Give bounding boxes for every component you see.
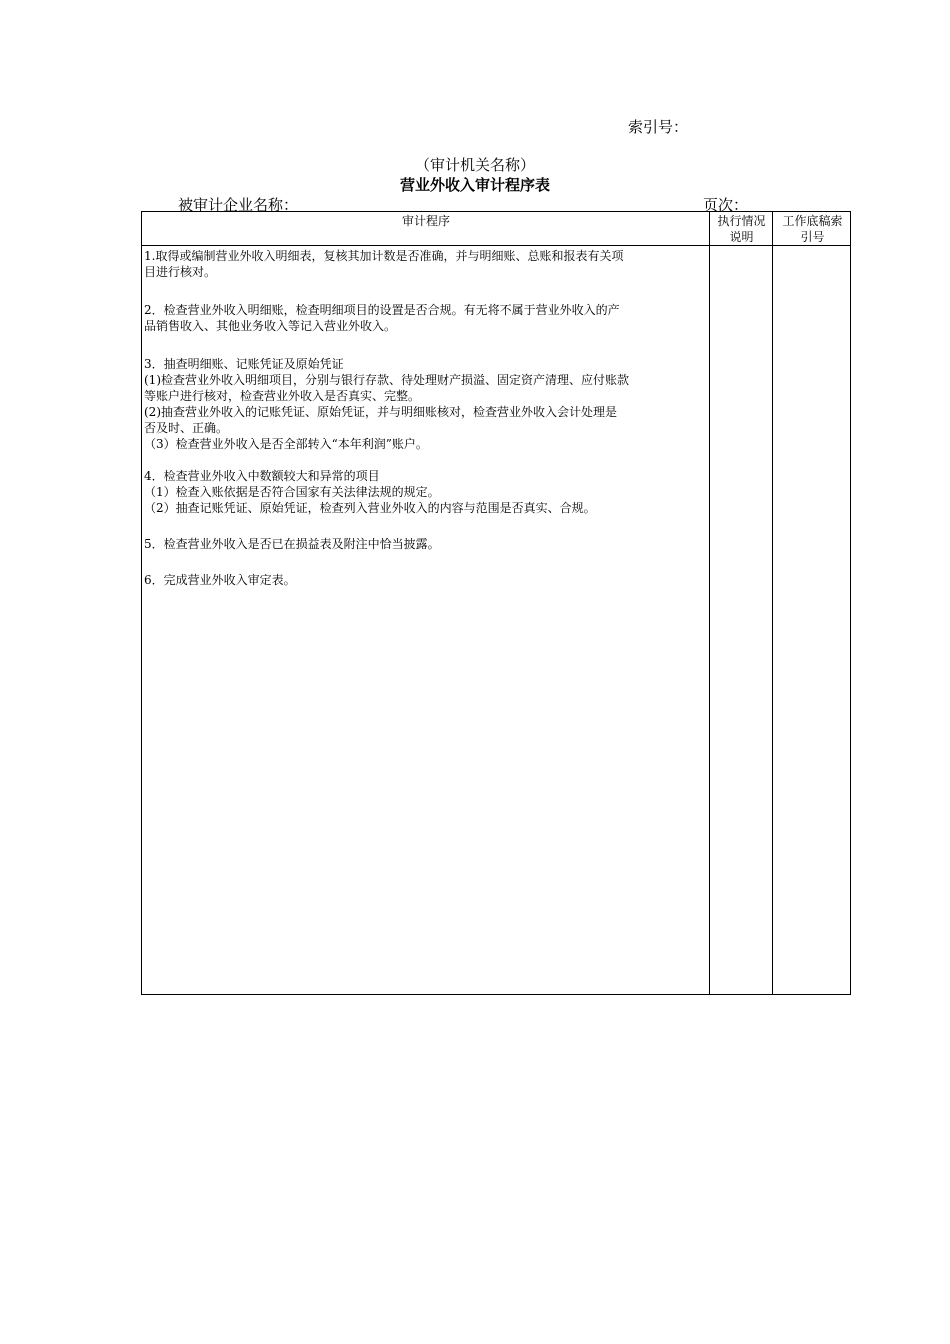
procedure-line: (2)抽查营业外收入的记账凭证、原始凭证，并与明细账核对，检查营业外收入会计处理是 (144, 405, 618, 419)
procedure-line: 4．检查营业外收入中数额较大和异常的项目 (144, 469, 380, 483)
procedure-line: (1)检查营业外收入明细项目，分别与银行存款、待处理财产损溢、固定资产清理、应付账款 (144, 373, 630, 387)
procedure-line: 1.取得或编制营业外收入明细表，复核其加计数是否准确，并与明细账、总账和报表有关项 (144, 249, 624, 263)
column-header-procedure: 审计程序 (401, 214, 450, 228)
page-number-label: 页次： (703, 196, 749, 214)
audited-company-label: 被审计企业名称： (178, 196, 299, 214)
procedure-line: 等账户进行核对，检查营业外收入是否真实、完整。 (144, 389, 421, 403)
column-header-execution: 执行情况 说明 (717, 214, 766, 244)
form-title: 营业外收入审计程序表 (399, 176, 550, 194)
procedure-line: 3．抽查明细账、记账凭证及原始凭证 (144, 357, 344, 371)
header-divider (142, 245, 850, 246)
procedure-line: （3）检查营业外收入是否全部转入“本年利润”账户。 (144, 437, 428, 451)
audit-agency-name: （审计机关名称） (414, 156, 535, 174)
procedure-line: （2）抽查记账凭证、原始凭证，检查列入营业外收入的内容与范围是否真实、合规。 (144, 501, 596, 515)
index-number-label: 索引号： (628, 118, 689, 136)
procedure-line: 2．检查营业外收入明细账，检查明细项目的设置是否合规。有无将不属于营业外收入的产 (144, 303, 620, 317)
procedure-line: 否及时、正确。 (144, 421, 229, 435)
procedure-line: 目进行核对。 (144, 265, 217, 279)
column-header-reference: 工作底稿索 引号 (782, 214, 843, 244)
procedure-list (144, 248, 708, 588)
column-divider (709, 212, 710, 994)
column-divider (772, 212, 773, 994)
audit-procedure-table (141, 211, 851, 995)
procedure-line: 5．检查营业外收入是否已在损益表及附注中恰当披露。 (144, 537, 440, 551)
procedure-line: 6．完成营业外收入审定表。 (144, 573, 296, 587)
procedure-line: 品销售收入、其他业务收入等记入营业外收入。 (144, 319, 397, 333)
procedure-line: （1）检查入账依据是否符合国家有关法律法规的规定。 (144, 485, 440, 499)
